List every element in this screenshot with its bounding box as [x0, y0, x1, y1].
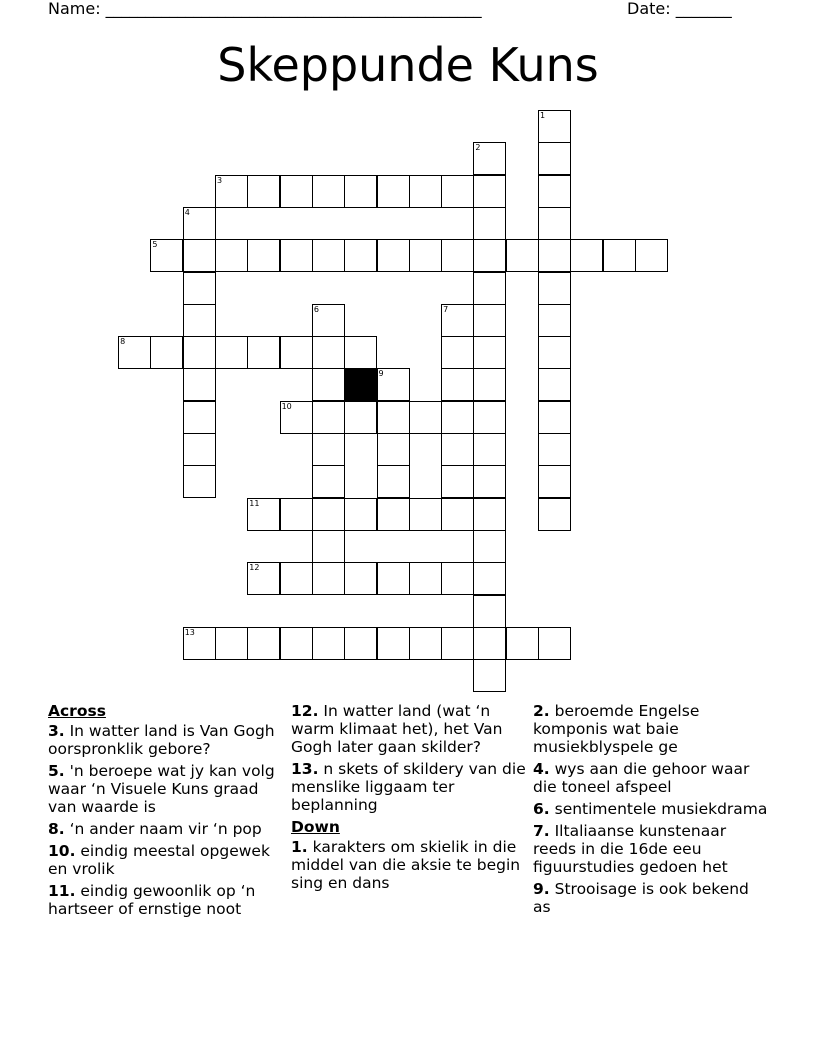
clue-number: 5. — [48, 762, 65, 780]
clue-number: 10. — [48, 842, 76, 860]
name-field[interactable]: Name: _______________________________________________ — [48, 0, 482, 18]
grid-cell[interactable] — [538, 110, 571, 143]
across-clue-8 — [48, 820, 286, 838]
grid-cell[interactable] — [312, 175, 345, 208]
cell-number: 2 — [475, 143, 481, 153]
grid-cell[interactable] — [473, 595, 506, 628]
grid-cell[interactable] — [215, 627, 248, 660]
grid-cell[interactable] — [538, 239, 571, 272]
clue-text: ‘n ander naam vir ‘n pop — [64, 820, 262, 838]
grid-cell[interactable] — [183, 336, 216, 369]
grid-cell[interactable] — [473, 272, 506, 305]
grid-cell[interactable] — [118, 336, 151, 369]
clue-text: Iltaliaanse kunstenaar reeds in die 16de eeu figuurstudies gedoen het — [533, 822, 728, 876]
down-clue-9 — [533, 880, 771, 916]
grid-cell[interactable] — [409, 627, 442, 660]
grid-cell[interactable] — [538, 272, 571, 305]
grid-cell[interactable] — [344, 239, 377, 272]
clue-number: 4. — [533, 760, 550, 778]
grid-cell[interactable] — [441, 562, 474, 595]
grid-cell[interactable] — [377, 498, 410, 531]
cell-number: 13 — [184, 627, 195, 637]
grid-cell[interactable] — [150, 239, 183, 272]
grid-cell[interactable] — [183, 465, 216, 498]
grid-cell[interactable] — [473, 401, 506, 434]
grid-cell[interactable] — [538, 368, 571, 401]
grid-cell[interactable] — [183, 207, 216, 240]
clue-text: Strooisage is ook bekend as — [533, 880, 749, 916]
grid-cell[interactable] — [312, 304, 345, 337]
grid-cell[interactable] — [215, 175, 248, 208]
grid-cell[interactable] — [312, 627, 345, 660]
grid-cell[interactable] — [473, 336, 506, 369]
grid-cell[interactable] — [441, 304, 474, 337]
grid-cell[interactable] — [312, 498, 345, 531]
clue-number: 12. — [291, 702, 319, 720]
grid-cell[interactable] — [538, 433, 571, 466]
clues-column-2 — [291, 702, 529, 896]
grid-cell[interactable] — [409, 401, 442, 434]
grid-cell[interactable] — [377, 562, 410, 595]
grid-cell[interactable] — [312, 239, 345, 272]
grid-cell[interactable] — [377, 627, 410, 660]
grid-cell[interactable] — [280, 175, 313, 208]
grid-cell[interactable] — [538, 304, 571, 337]
grid-cell[interactable] — [344, 175, 377, 208]
clue-text: eindig meestal opgewek en vrolik — [48, 842, 270, 878]
clue-text: karakters om skielik in die middel van die aksie te begin sing en dans — [291, 838, 521, 892]
clue-number: 1. — [291, 838, 308, 856]
grid-cell[interactable] — [441, 627, 474, 660]
grid-cell[interactable] — [150, 336, 183, 369]
grid-cell[interactable] — [441, 336, 474, 369]
grid-cell[interactable] — [377, 465, 410, 498]
clue-number: 11. — [48, 882, 76, 900]
cell-number: 10 — [281, 401, 292, 411]
grid-cell[interactable] — [280, 562, 313, 595]
grid-cell[interactable] — [215, 336, 248, 369]
grid-cell[interactable] — [183, 272, 216, 305]
grid-cell[interactable] — [377, 401, 410, 434]
grid-cell[interactable] — [538, 336, 571, 369]
grid-cell[interactable] — [473, 368, 506, 401]
grid-cell[interactable] — [473, 304, 506, 337]
clue-number: 8. — [48, 820, 65, 838]
down-clue-6 — [533, 800, 771, 818]
down-clue-2 — [533, 702, 771, 756]
grid-cell[interactable] — [344, 562, 377, 595]
grid-cell[interactable] — [344, 336, 377, 369]
grid-cell[interactable] — [473, 498, 506, 531]
grid-cell[interactable] — [183, 239, 216, 272]
grid-cell[interactable] — [473, 433, 506, 466]
across-clue-3 — [48, 722, 286, 758]
down-clue-1 — [291, 838, 529, 892]
grid-cell[interactable] — [538, 627, 571, 660]
grid-cell[interactable] — [183, 433, 216, 466]
grid-cell[interactable] — [538, 498, 571, 531]
cell-number: 7 — [443, 304, 449, 314]
blocked-cell — [344, 368, 377, 401]
clue-text: n skets of skildery van die menslike liggaam ter beplanning — [291, 760, 526, 814]
across-heading: Across — [48, 702, 106, 720]
grid-cell[interactable] — [409, 239, 442, 272]
grid-cell[interactable] — [473, 175, 506, 208]
clue-number: 7. — [533, 822, 550, 840]
grid-cell[interactable] — [247, 239, 280, 272]
cell-number: 9 — [378, 369, 384, 379]
grid-cell[interactable] — [247, 627, 280, 660]
grid-cell[interactable] — [409, 175, 442, 208]
grid-cell[interactable] — [441, 498, 474, 531]
clue-text: beroemde Engelse komponis wat baie musiekblyspele ge — [533, 702, 700, 756]
grid-cell[interactable] — [473, 530, 506, 563]
grid-cell[interactable] — [473, 207, 506, 240]
clues-column-3 — [533, 702, 771, 920]
grid-cell[interactable] — [441, 465, 474, 498]
down-clue-7 — [533, 822, 771, 876]
across-clue-12 — [291, 702, 529, 756]
clue-number: 3. — [48, 722, 65, 740]
grid-cell[interactable] — [183, 401, 216, 434]
grid-cell[interactable] — [247, 498, 280, 531]
grid-cell[interactable] — [247, 336, 280, 369]
grid-cell[interactable] — [312, 433, 345, 466]
cell-number: 4 — [184, 207, 190, 217]
grid-cell[interactable] — [441, 175, 474, 208]
grid-cell[interactable] — [506, 239, 539, 272]
grid-cell[interactable] — [344, 498, 377, 531]
grid-cell[interactable] — [538, 142, 571, 175]
grid-cell[interactable] — [280, 627, 313, 660]
grid-cell[interactable] — [409, 498, 442, 531]
grid-cell[interactable] — [506, 627, 539, 660]
grid-cell[interactable] — [538, 207, 571, 240]
grid-cell[interactable] — [280, 336, 313, 369]
grid-cell[interactable] — [312, 530, 345, 563]
grid-cell[interactable] — [183, 368, 216, 401]
grid-cell[interactable] — [344, 401, 377, 434]
grid-cell[interactable] — [377, 433, 410, 466]
grid-cell[interactable] — [441, 368, 474, 401]
grid-cell[interactable] — [603, 239, 636, 272]
grid-cell[interactable] — [538, 175, 571, 208]
grid-cell[interactable] — [441, 433, 474, 466]
clue-text: eindig gewoonlik op ‘n hartseer of ernstige noot — [48, 882, 256, 918]
down-clue-4 — [533, 760, 771, 796]
grid-cell[interactable] — [409, 562, 442, 595]
puzzle-title: Skeppunde Kuns — [217, 38, 599, 92]
across-clue-5 — [48, 762, 286, 816]
clues-column-1 — [48, 702, 286, 922]
grid-cell[interactable] — [538, 465, 571, 498]
grid-cell[interactable] — [183, 627, 216, 660]
cell-number: 12 — [249, 563, 260, 573]
cell-number: 3 — [217, 175, 223, 185]
grid-cell[interactable] — [312, 368, 345, 401]
down-heading: Down — [291, 818, 340, 836]
clue-number: 2. — [533, 702, 550, 720]
grid-cell[interactable] — [473, 465, 506, 498]
grid-cell[interactable] — [312, 401, 345, 434]
grid-cell[interactable] — [377, 175, 410, 208]
cell-number: 5 — [152, 240, 158, 250]
grid-cell[interactable] — [312, 336, 345, 369]
grid-cell[interactable] — [280, 498, 313, 531]
clue-text: 'n beroepe wat jy kan volg waar ‘n Visuele Kuns graad van waarde is — [48, 762, 275, 816]
grid-cell[interactable] — [538, 401, 571, 434]
grid-cell[interactable] — [377, 239, 410, 272]
grid-cell[interactable] — [280, 401, 313, 434]
grid-cell[interactable] — [635, 239, 668, 272]
date-field[interactable]: Date: _______ — [627, 0, 732, 18]
grid-cell[interactable] — [215, 239, 248, 272]
cell-number: 1 — [540, 111, 546, 120]
grid-cell[interactable] — [344, 627, 377, 660]
clue-text: wys aan die gehoor waar die toneel afspeel — [533, 760, 750, 796]
grid-cell[interactable] — [441, 401, 474, 434]
grid-cell[interactable] — [247, 562, 280, 595]
grid-cell[interactable] — [473, 627, 506, 660]
clue-text: sentimentele musiekdrama — [549, 800, 768, 818]
clue-text: In watter land (wat ‘n warm klimaat het), het Van Gogh later gaan skilder? — [291, 702, 503, 756]
grid-cell[interactable] — [377, 368, 410, 401]
grid-cell[interactable] — [473, 659, 506, 692]
grid-cell[interactable] — [312, 465, 345, 498]
cell-number: 6 — [313, 304, 319, 314]
clue-text: In watter land is Van Gogh oorspronklik gebore? — [48, 722, 275, 758]
across-clue-11 — [48, 882, 286, 918]
clue-number: 13. — [291, 760, 319, 778]
grid-cell[interactable] — [441, 239, 474, 272]
grid-cell[interactable] — [570, 239, 603, 272]
clue-number: 9. — [533, 880, 550, 898]
grid-cell[interactable] — [312, 562, 345, 595]
grid-cell[interactable] — [473, 562, 506, 595]
grid-cell[interactable] — [280, 239, 313, 272]
across-clue-10 — [48, 842, 286, 878]
across-clue-13 — [291, 760, 529, 814]
grid-cell[interactable] — [473, 239, 506, 272]
grid-cell[interactable] — [247, 175, 280, 208]
cell-number: 11 — [249, 498, 260, 508]
clue-number: 6. — [533, 800, 550, 818]
grid-cell[interactable] — [473, 142, 506, 175]
grid-cell[interactable] — [183, 304, 216, 337]
cell-number: 8 — [120, 337, 126, 347]
